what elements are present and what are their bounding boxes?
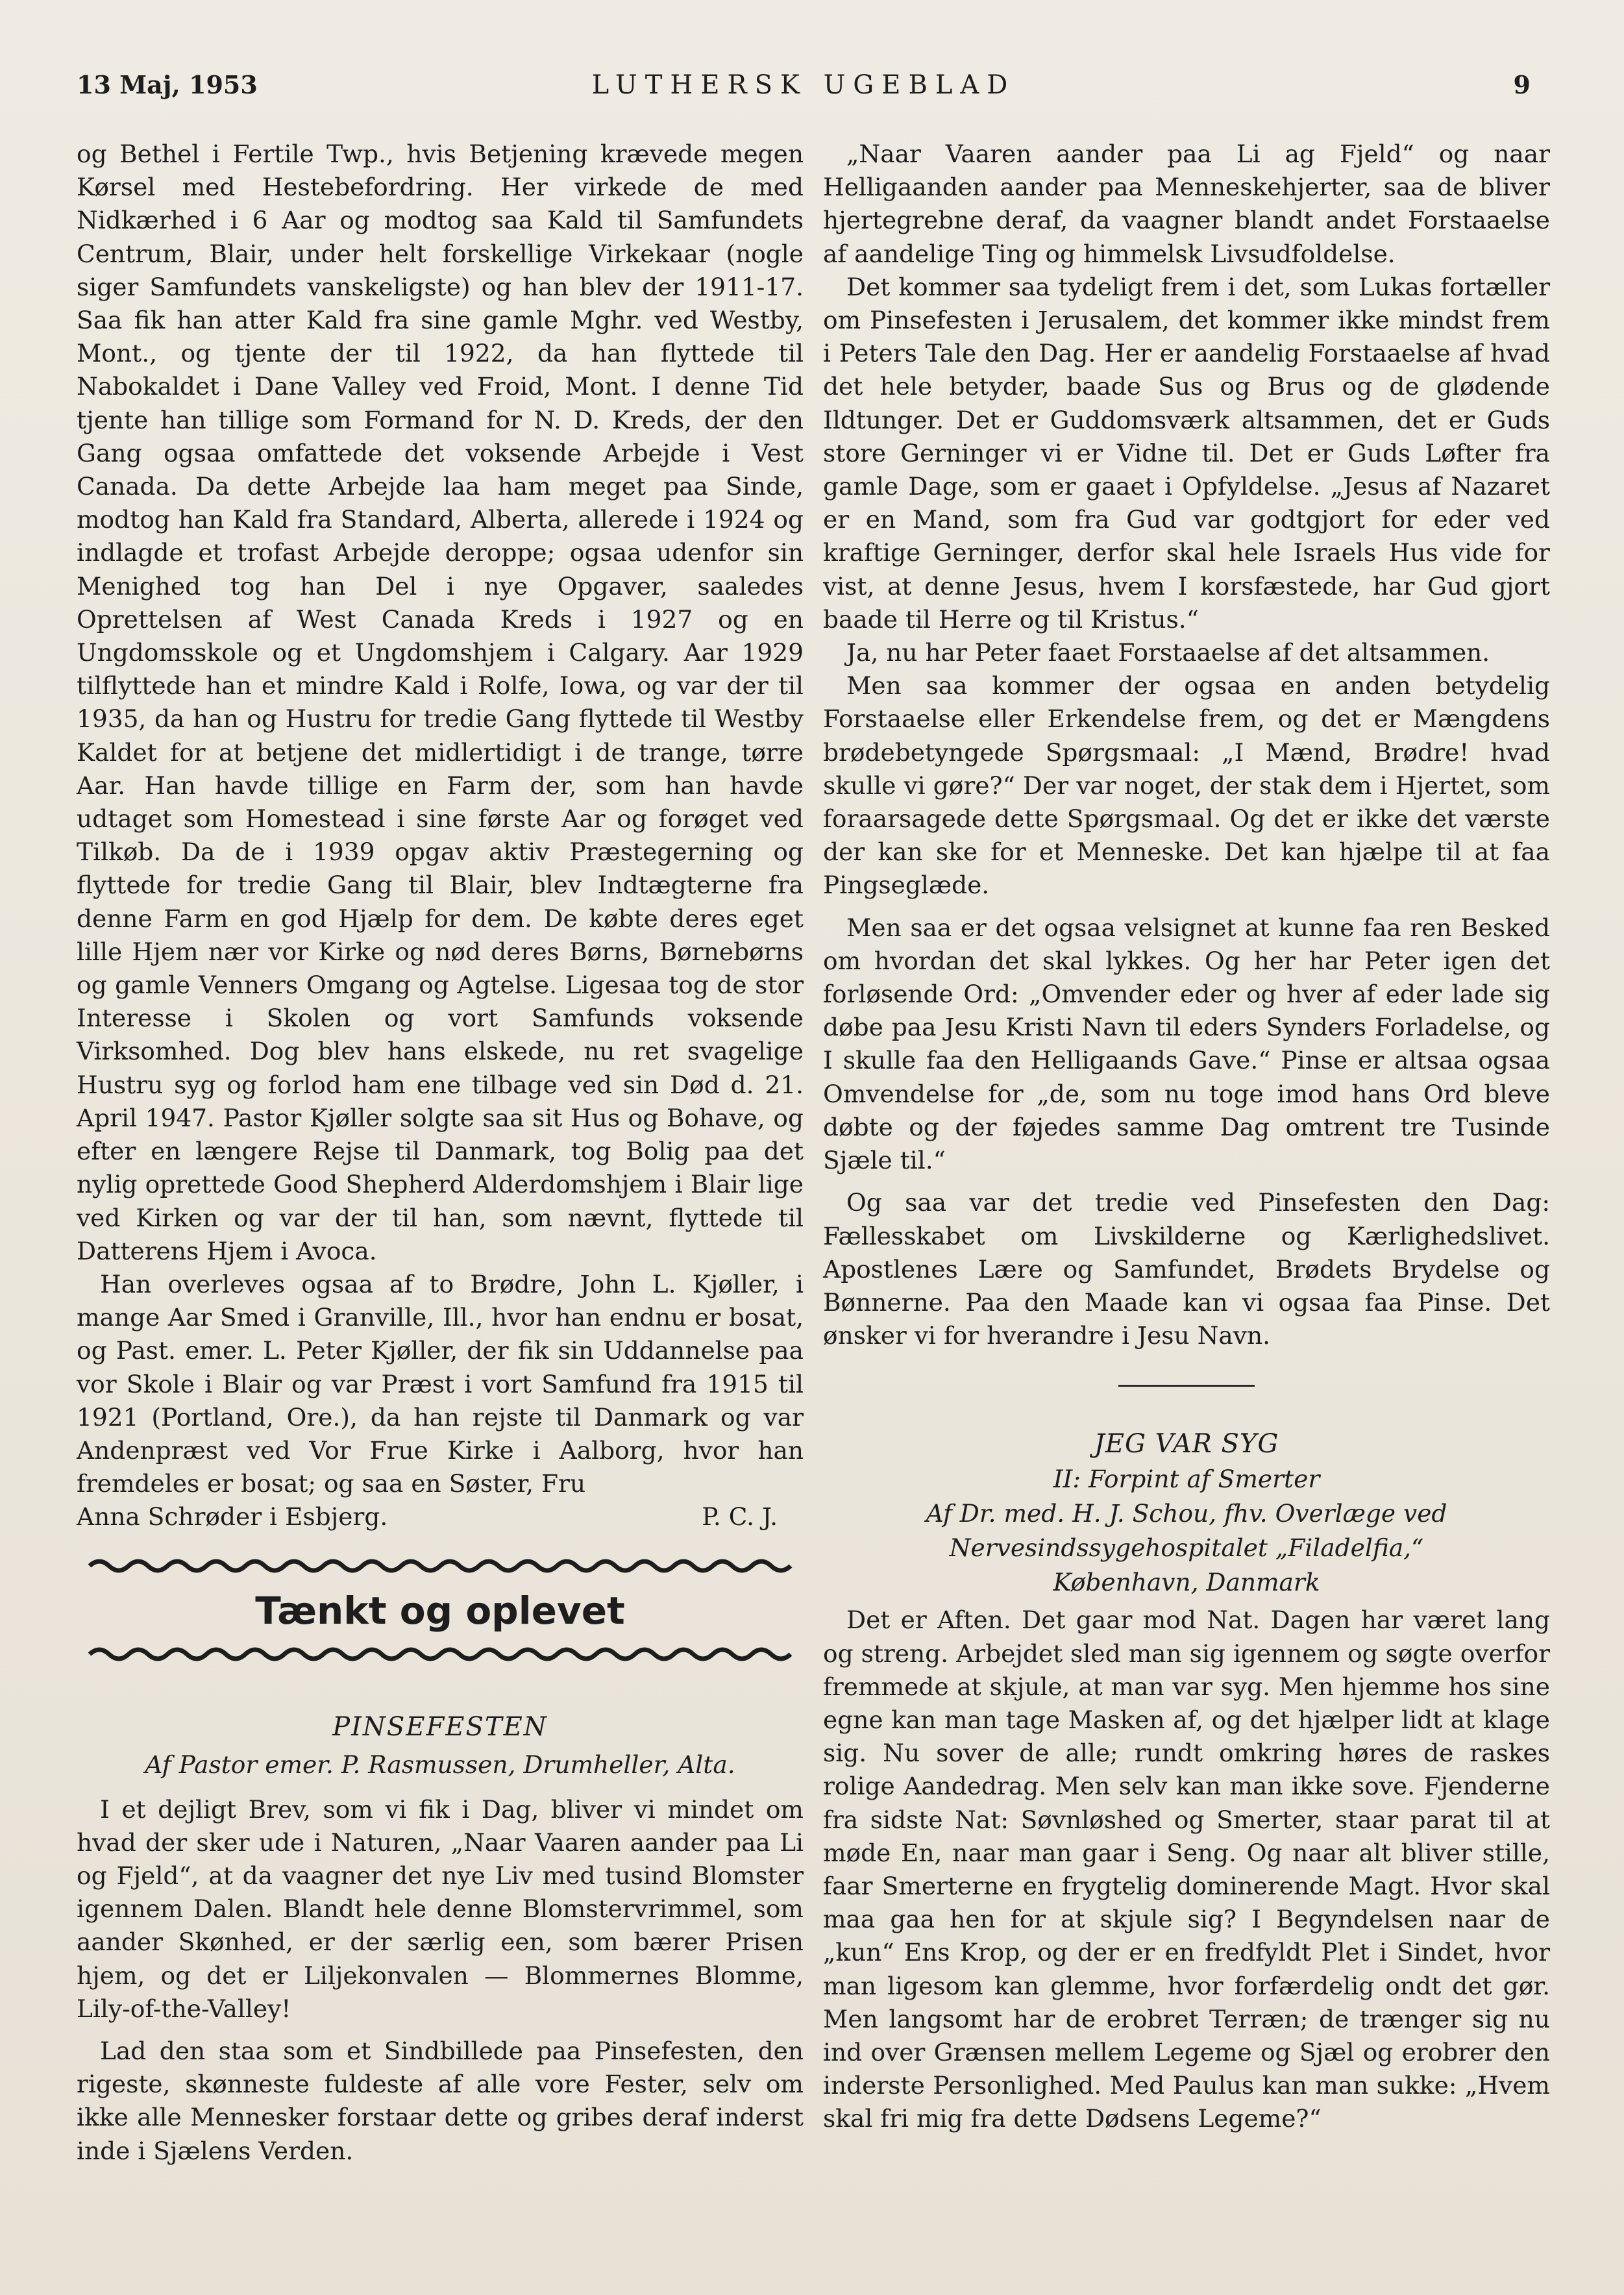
section-rule — [1118, 1385, 1255, 1387]
obituary-paragraph: Han overleves ogsaa af to Brødre, John L. Kjøller, i mange Aar Smed i Granville, Ill., hvor han endnu er bosat, og Past. emer. L. Peter Kjøller, der fik sin Uddannelse paa vor Skole i Blair og var Præst i vort Samfund fra 1915 til 1921 (Portland, Ore.), da han rejste til Danmark og var Andenpræst ved Vor Frue Kirke i Aalborg, hvor han fremdeles er bosat; og saa en Søster, Fru — [77, 1269, 804, 1498]
article-paragraph: Lad den staa som et Sindbillede paa Pinsefesten, den rigeste, skønneste fuldeste af alle vore Fester, selv om ikke alle Mennesker forstaar dette og gribes deraf inderst inde i Sjælens Verden. — [77, 2036, 804, 2165]
article-subtitle: II: Forpint af Smerter — [1053, 1465, 1320, 1494]
article-byline-institution: Nervesindssygehospitalet „Filadelfia,“ — [949, 1533, 1424, 1563]
article-paragraph: Men saa kommer der ogsaa en anden betydelig Forstaaelse eller Erkendelse frem, og det er Mængdens brødebetyngede Spørgsmaal: „I Mænd, Brødre! hvad skulle vi gøre?“ Der var noget, der stak dem i Hjertet, som foraarsagede dette Spørgsmaal. Og det er ikke det værste der kan ske for et Menneske. Det kan hjælpe til at faa Pingseglæde. — [823, 671, 1550, 900]
article-paragraph: Ja, nu har Peter faaet Forstaaelse af det altsammen. — [846, 638, 1490, 667]
article-title: JEG VAR SYG — [1094, 1429, 1279, 1459]
article-title: PINSEFESTEN — [332, 1711, 548, 1742]
section-heading: Tænkt og oplevet — [255, 1588, 625, 1633]
left-column — [77, 138, 804, 2168]
article-paragraph: Men saa er det ogsaa velsignet at kunne faa ren Besked om hvordan det skal lykkes. Og her har Peter igen det forløsende Ord: „Omvender eder og hver af eder lade sig døbe paa Jesu Kristi Navn til eders Synders Forladelse, og I skulle faa den Helligaands Gave.“ Pinse er altsaa ogsaa Omvendelse for „de, som nu toge imod hans Ord bleve døbte og der føjedes samme Dag omtrent tre Tusinde Sjæle til.“ — [823, 913, 1550, 1175]
obituary-paragraph: og Bethel i Fertile Twp., hvis Betjening krævede megen Kørsel med Hestebefordring. Her virkede de med Nidkærhed i 6 Aar og modtog saa Kald til Samfundets Centrum, Blair, under helt forskellige Virkekaar (nogle siger Samfundets vanskeligste) og han blev der 1911-17. Saa fik han atter Kald fra sine gamle Mghr. ved Westby, Mont., og tjente der til 1922, da han flyttede til Nabokaldet i Dane Valley ved Froid, Mont. I denne Tid tjente han tillige som Formand for N. D. Kreds, der den Gang ogsaa omfattede det voksende Arbejde i Vest Canada. Da dette Arbejde laa ham meget paa Sinde, modtog han Kald fra Standard, Alberta, allerede i 1924 og indlagde et trofast Arbejde deroppe; ogsaa udenfor sin Menighed tog han Del i nye Opgaver, saaledes Oprettelsen af West Canada Kreds i 1927 og en Ungdomsskole og et Ungdomshjem i Calgary. Aar 1929 tilflyttede han et mindre Kald i Rolfe, Iowa, og var der til 1935, da han og Hustru for tredie Gang flyttede til Westby Kaldet for at betjene det midlertidigt i de trange, tørre Aar. Han havde tillige en Farm der, som han havde udtaget som Homestead i sine første Aar og forøget ved Tilkøb. Da de i 1939 opgav aktiv Præstegerning og flyttede for tredie Gang til Blair, blev Indtægterne fra denne Farm en god Hjælp for dem. De købte deres eget lille Hjem nær vor Kirke og nød deres Børns, Børnebørns og gamle Venners Omgang og Agtelse. Ligesaa tog de stor Interesse i Skolen og vort Samfunds voksende Virksomhed. Dog blev hans elskede, nu ret svagelige Hustru syg og forlod ham ene tilbage ved sin Død d. 21. April 1947. Pastor Kjøller solgte saa sit Hus og Bohave, og efter en længere Rejse til Danmark, tog Bolig paa det nylig oprettede Good Shepherd Alderdomshjem i Blair lige ved Kirken og var der til han, som nævnt, flyttede til Datterens Hjem i Avoca. — [77, 140, 804, 1265]
article-paragraph: „Naar Vaaren aander paa Li ag Fjeld“ og naar Helligaanden aander paa Menneskehjerter, saa de bliver hjertegrebne deraf, da vaagner blandt andet Forstaaelse af aandelige Ting og himmelsk Livsudfoldelse. — [823, 140, 1550, 268]
wavy-divider-top — [77, 1551, 804, 1581]
article-paragraph: I et dejligt Brev, som vi fik i Dag, bliver vi mindet om hvad der sker ude i Naturen, „Naar Vaaren aander paa Li og Fjeld“, at da vaagner det nye Liv med tusind Blomster igennem Dalen. Blandt hele denne Blomstervrimmel, som aander Skønhed, er der særlig een, som bærer Prisen hjem, og det er Liljekonvalen — Blommernes Blomme, Lily-of-the-Valley! — [77, 1794, 804, 2023]
article-byline-location: København, Danmark — [1053, 1568, 1320, 1597]
author-signature: P. C. J. — [702, 1502, 778, 1532]
right-column — [823, 138, 1550, 2136]
article-byline: Af Dr. med. H. J. Schou, fhv. Overlæge ved — [926, 1499, 1447, 1528]
article-byline: Af Pastor emer. P. Rasmussen, Drumheller, Alta. — [145, 1750, 735, 1779]
obituary-last-line: Anna Schrøder i Esbjerg. — [77, 1502, 388, 1532]
article-paragraph: Det kommer saa tydeligt frem i det, som Lukas fortæller om Pinsefesten i Jerusalem, det kommer ikke mindst frem i Peters Tale den Dag. Her er aandelig Forstaaelse af hvad det hele betyder, baade Sus og Brus og de glødende Ildtunger. Det er Guddomsværk altsammen, det er Guds store Gerninger vi er Vidne til. Det er Guds Løfter fra gamle Dage, som er gaaet i Opfyldelse. „Jesus af Nazaret er en Mand, som fra Gud var godtgjort for eder ved kraftige Gerninger, derfor skal hele Israels Hus vide for vist, at denne Jesus, hvem I korsfæstede, har Gud gjort baade til Herre og til Kristus.“ — [823, 272, 1550, 634]
wavy-divider-bottom — [77, 1639, 804, 1669]
article-paragraph: Og saa var det tredie ved Pinsefesten den Dag: Fællesskabet om Livskilderne og Kærlighedslivet. Apostlenes Lære og Samfundet, Brødets Brydelse og Bønnerne. Paa den Maade kan vi ogsaa faa Pinse. Det ønsker vi for hverandre i Jesu Navn. — [823, 1188, 1550, 1350]
article-paragraph: Det er Aften. Det gaar mod Nat. Dagen har været lang og streng. Arbejdet sled man sig igennem og søgte overfor fremmede at skjule, at man var syg. Men hjemme hos sine egne kan man tage Masken af, og det hjælper lidt at klage sig. Nu sover de alle; rundt omkring høres de raskes rolige Aandedrag. Men selv kan man ikke sove. Fjenderne fra sidste Nat: Søvnløshed og Smerter, staar parat til at møde En, naar man gaar i Seng. Og naar alt bliver stille, faar Smerterne en frygtelig dominerende Magt. Hvor skal maa gaa hen for at skjule sig? I Begyndelsen naar de „kun“ Ens Krop, og der er en fredfyldt Plet i Sindet, hvor man ligesom kan glemme, hvor forfærdelig ondt det gør. Men langsomt har de erobret Terræn; de trænger sig nu ind over Grænsen mellem Legeme og Sjæl og erobrer den inderste Personlighed. Med Paulus kan man sukke: „Hvem skal fri mig fra dette Dødsens Legeme?“ — [823, 1606, 1550, 2133]
issue-date: 13 Maj, 1953 — [77, 70, 258, 99]
page-header — [77, 70, 1531, 116]
page-number: 9 — [1513, 70, 1531, 99]
obituary-signature-line — [77, 1500, 804, 1533]
publication-title: LUTHERSK UGEBLAD — [591, 70, 1016, 100]
